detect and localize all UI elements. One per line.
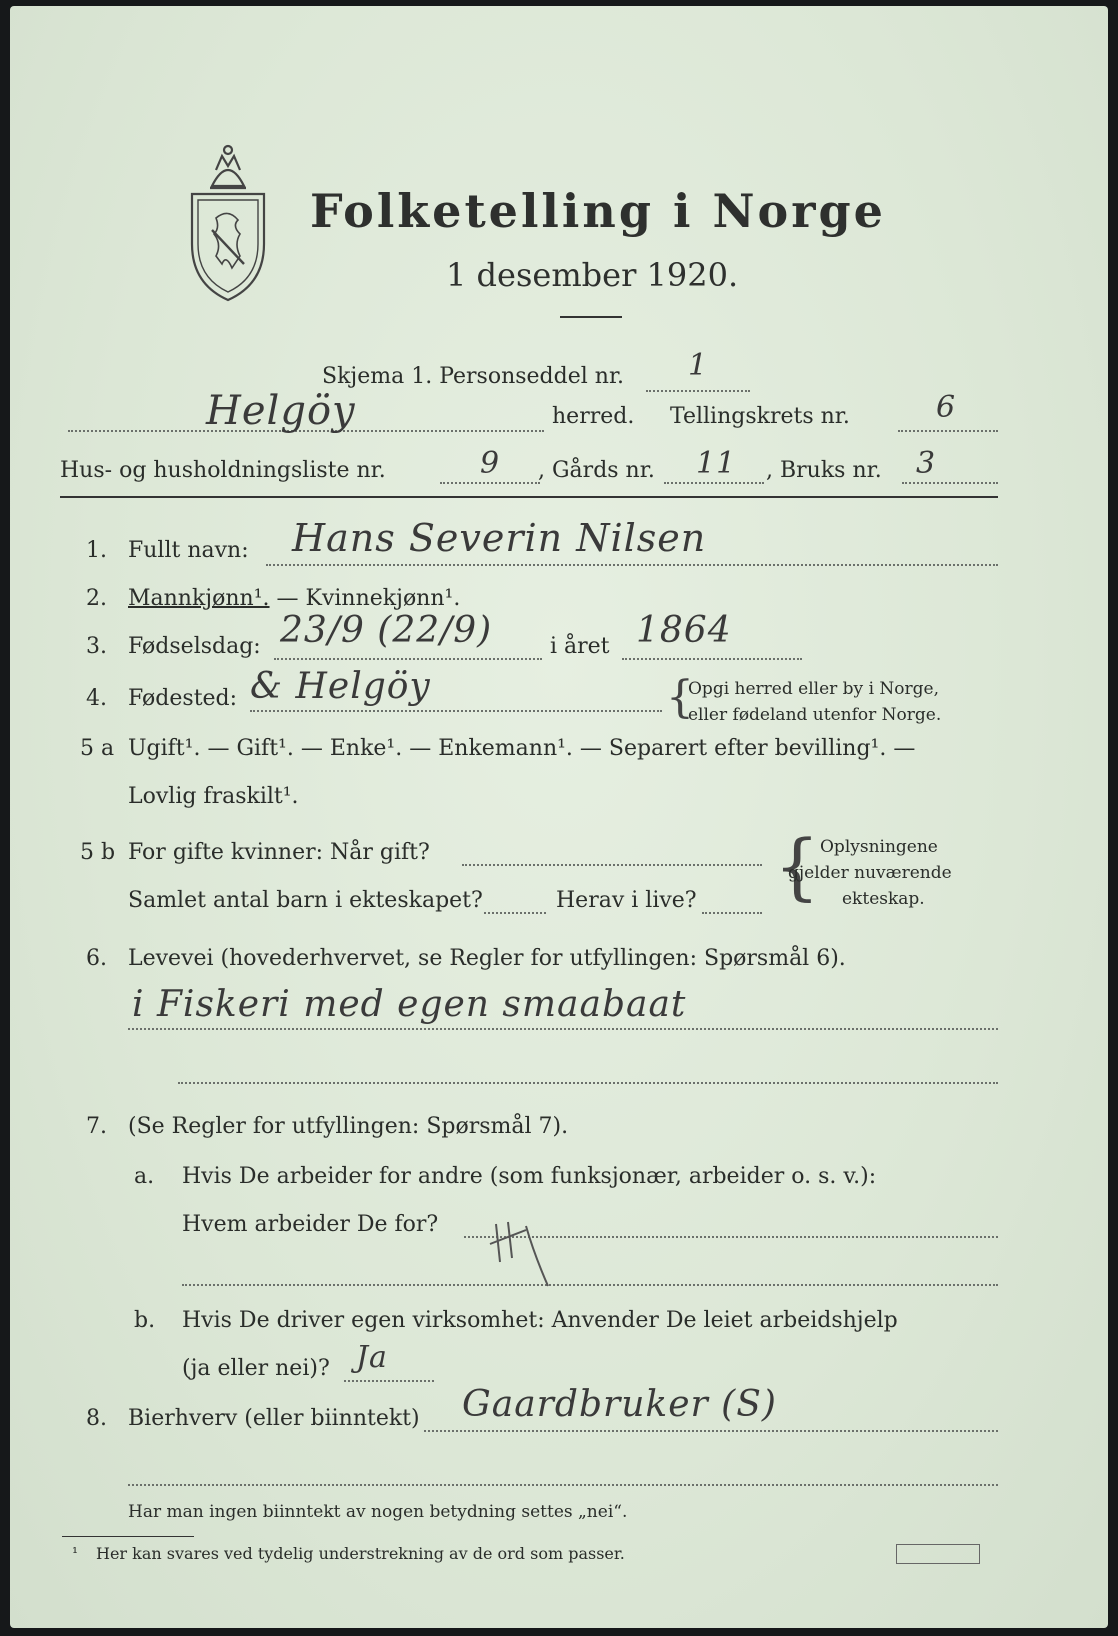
q5b-line-3 <box>702 912 762 914</box>
herred-value: Helgöy <box>206 388 356 434</box>
q3-line <box>274 658 542 660</box>
header-rule <box>60 496 998 498</box>
q7b-question: (ja eller nei)? <box>182 1356 330 1381</box>
footnote-rule <box>62 1536 194 1537</box>
gards-value: 11 <box>696 446 737 481</box>
footnote-mark: ¹ <box>72 1544 79 1562</box>
census-form <box>10 6 1108 1628</box>
q2-number: 2. <box>86 586 107 611</box>
gards-label: , Gårds nr. <box>538 458 655 483</box>
q4-note-2: eller fødeland utenfor Norge. <box>688 705 942 725</box>
hus-value: 9 <box>480 446 501 481</box>
q8-number: 8. <box>86 1406 107 1431</box>
q4-value: & Helgöy <box>250 666 431 707</box>
q7-label: (Se Regler for utfyllingen: Spørsmål 7). <box>128 1114 569 1139</box>
tellingskrets-value: 6 <box>936 390 957 425</box>
q3-value: 23/9 (22/9) <box>280 610 493 651</box>
q7a-question: Hvem arbeider De for? <box>182 1212 439 1237</box>
q5b-brace: { <box>774 824 820 908</box>
q5a-options-2: Lovlig fraskilt¹. <box>128 784 299 809</box>
q7b-value: Ja <box>356 1340 388 1375</box>
q8-label: Bierhverv (eller biinntekt) <box>128 1406 420 1431</box>
q3-label: Fødselsdag: <box>128 634 261 659</box>
q5b-label-2: Samlet antal barn i ekteskapet? <box>128 888 483 913</box>
q6-line-1 <box>128 1028 998 1030</box>
form-date: 1 desember 1920. <box>446 256 739 294</box>
q6-label: Levevei (hovederhvervet, se Regler for utfyllingen: Spørsmål 6). <box>128 946 846 971</box>
skjema-label: Skjema 1. Personseddel nr. <box>322 364 625 389</box>
q6-line-2 <box>178 1082 998 1084</box>
q3-year-line <box>622 658 802 660</box>
hus-line <box>440 482 540 484</box>
q4-note-1: Opgi herred eller by i Norge, <box>688 679 939 699</box>
bruks-value: 3 <box>916 446 937 481</box>
q6-value: i Fiskeri med egen smaabaat <box>132 984 687 1025</box>
title-divider <box>560 316 622 318</box>
q5b-line-2 <box>484 912 546 914</box>
q2-options: Mannkjønn¹. — Kvinnekjønn¹. <box>128 586 461 611</box>
tellingskrets-line <box>898 430 998 432</box>
option-kvinne: Kvinnekjønn¹. <box>305 586 461 611</box>
q5b-line-1 <box>462 864 762 866</box>
pen-mark-icon <box>486 1214 556 1294</box>
herred-label: herred. <box>552 404 635 429</box>
ingen-note: Har man ingen biinntekt av nogen betydning settes „nei“. <box>128 1502 628 1522</box>
q7b-text: Hvis De driver egen virksomhet: Anvender De leiet arbeidshjelp <box>182 1308 898 1333</box>
skjema-value: 1 <box>688 348 709 383</box>
q5b-label-3: Herav i live? <box>556 888 697 913</box>
q1-number: 1. <box>86 538 107 563</box>
form-title: Folketelling i Norge <box>310 184 886 238</box>
hus-label: Hus- og husholdningsliste nr. <box>60 458 386 483</box>
q5b-label-1: For gifte kvinner: Når gift? <box>128 840 430 865</box>
q4-line <box>250 710 662 712</box>
q4-number: 4. <box>86 686 107 711</box>
q7a-line-2 <box>182 1284 998 1286</box>
q3-year-value: 1864 <box>636 610 732 651</box>
q3-number: 3. <box>86 634 107 659</box>
q4-label: Fødested: <box>128 686 238 711</box>
q1-value: Hans Severin Nilsen <box>292 516 707 560</box>
bruks-line <box>902 482 998 484</box>
q5b-number: 5 b <box>80 840 116 865</box>
q1-label: Fullt navn: <box>128 538 249 563</box>
footnote-text: Her kan svares ved tydelig understrekning av de ord som passer. <box>96 1544 625 1563</box>
q7a-letter: a. <box>134 1164 155 1189</box>
q7-number: 7. <box>86 1114 107 1139</box>
tellingskrets-label: Tellingskrets nr. <box>670 404 850 429</box>
q5b-note-3: ekteskap. <box>842 889 925 909</box>
q8-value: Gaardbruker (S) <box>462 1384 777 1425</box>
q8-line-1 <box>424 1430 998 1432</box>
printer-stamp <box>896 1544 980 1564</box>
skjema-line <box>646 390 750 392</box>
coat-of-arms-icon <box>182 134 274 304</box>
q5a-options: Ugift¹. — Gift¹. — Enke¹. — Enkemann¹. — Separert efter bevilling¹. — <box>128 736 916 761</box>
q7b-letter: b. <box>134 1308 156 1333</box>
q5b-note-2: gjelder nuværende <box>788 863 952 883</box>
option-mann: Mannkjønn¹. <box>128 586 270 611</box>
q6-number: 6. <box>86 946 107 971</box>
q5b-note-1: Oplysningene <box>820 837 938 857</box>
q3-year-label: i året <box>550 634 610 659</box>
q7a-text: Hvis De arbeider for andre (som funksjonær, arbeider o. s. v.): <box>182 1164 877 1189</box>
q8-line-2 <box>128 1484 998 1486</box>
q5a-number: 5 a <box>80 736 115 761</box>
gards-line <box>664 482 764 484</box>
bruks-label: , Bruks nr. <box>766 458 882 483</box>
q4-brace: { <box>666 672 694 723</box>
q1-line <box>266 564 998 566</box>
q7b-line <box>344 1380 434 1382</box>
